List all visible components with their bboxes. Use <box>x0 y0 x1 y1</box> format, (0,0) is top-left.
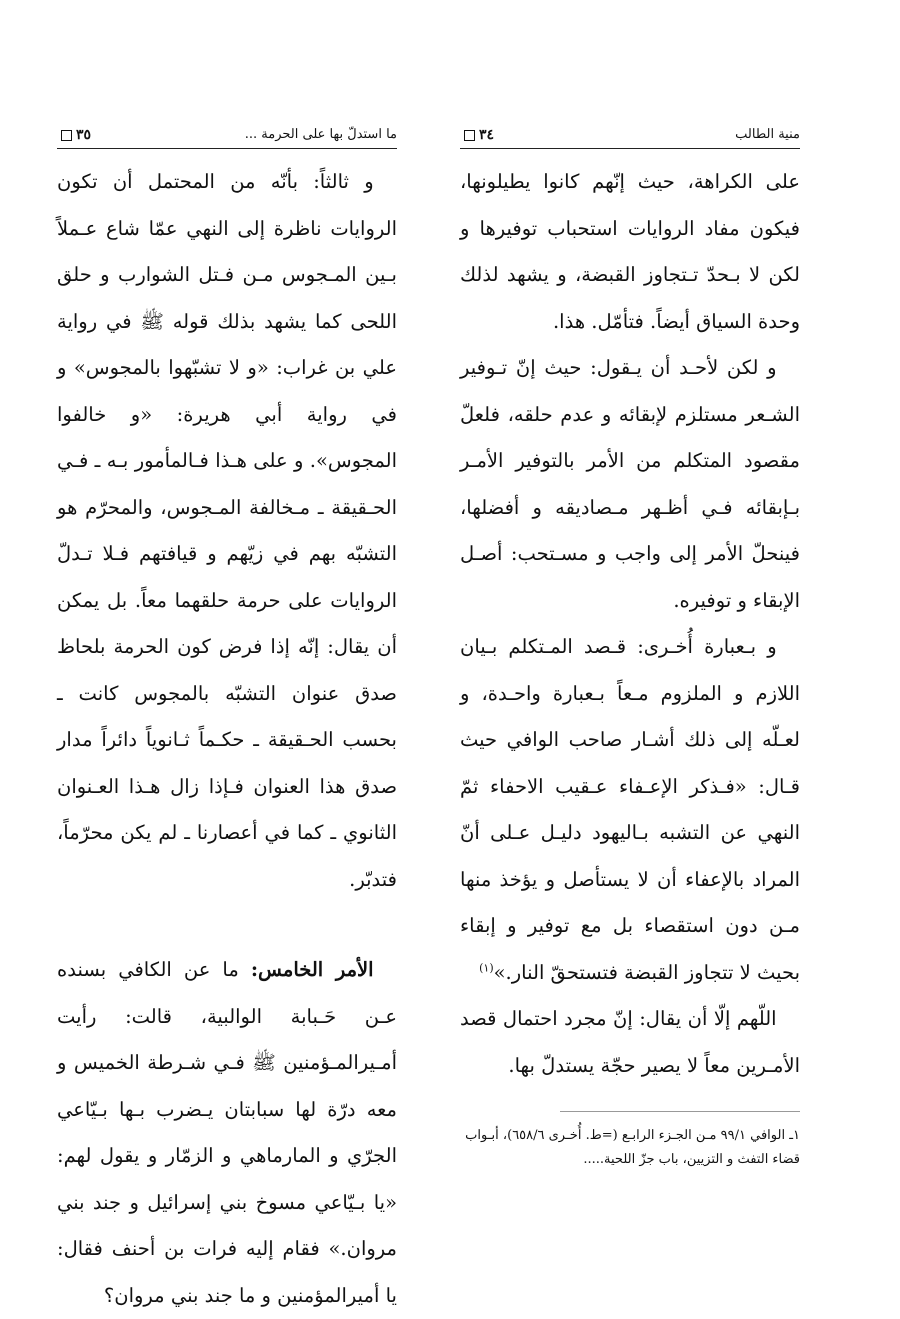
paragraph: اللّهم إلّا أن يقال: إنّ مجرد احتمال قصد الأمـرين معاً لا يصير حجّة يستدلّ بها. <box>460 1007 800 1077</box>
folio-box-icon <box>61 130 72 141</box>
paragraph-section <box>57 947 397 1319</box>
section-text: ما عن الكافي بسنده عـن حَـبابة الوالبية، قالت: رأيت أمـيرالمـؤمنين ﷺ فـي شـرطة الخميس و معه درّة لها سبابتان يـضرب بـها بـيّاعي الجرّي و المارماهي و الزمّار و يقول لهم: «يا بـيّاعي مسوخ بني إسرائيل و جند بني مروان.» فقام إليه فرات بن أحنف فقال: يا أميرالمؤمنين و ما جند بني مروان؟ <box>57 958 397 1307</box>
paragraph: و بـعبارة أُخـرى: قـصد المـتكلم بـيان اللازم و الملزوم مـعاً بـعبارة واحـدة، و لعـلّه إلى ذلك أشـار صاحب الوافي حيث قـال: «فـذكر الإعـفاء عـقيب الاحفاء ثمّ النهي عن التشبه بـاليهود دليـل عـلى أنّ المراد بالإعفاء أن لا يستأصل و يؤخذ منها مـن دون استقصاء بل مع توفير و إبقاء بحيث لا تتجاوز القبضة فتستحقّ النار.»$^{(١)}$ <box>460 635 800 984</box>
page-number: ٣٤ <box>460 122 494 148</box>
page-number: ٣٥ <box>57 122 91 148</box>
footnote-marker[interactable]: (١) <box>479 961 494 974</box>
paragraph: على الكراهة، حيث إنّهم كانوا يطيلونها، فيكون مفاد الروايات استحباب توفيرها و لكن لا بـحدّ تـتجاوز القبضة، و يشهد لذلك وحدة السياق أيضاً. فتأمّل. هذا. <box>460 170 800 333</box>
footnote-divider <box>560 1111 800 1112</box>
running-head-title: منية الطالب <box>735 127 800 142</box>
running-head-left <box>57 122 397 149</box>
running-head-right <box>460 122 800 149</box>
section-heading: الأمر الخامس: <box>250 958 374 981</box>
right-page <box>460 122 800 1172</box>
paragraph: و ثالثاً: بأنّه من المحتمل أن تكون الروايات ناظرة إلى النهي عمّا شاع عـملاً بـين المـجوس مـن فـتل الشوارب و حلق اللحى كما يشهد بذلك قوله ﷺ في رواية علي بن غراب: «و لا تشبّهوا بالمجوس» و في رواية أبي هريرة: «و خالفوا المجوس». و على هـذا فـالمأمور بـه ـ فـي الحـقيقة ـ مـخالفة المـجوس، والمحرّم هو التشبّه بهم في زيّهم و قيافتهم فـلا تـدلّ الروايات على حرمة حلقهما معاً. بل يمكن أن يقال: إنّه إذا فرض كون الحرمة بلحاظ صدق عنوان التشبّه بالمجوس كانت ـ بحسب الحـقيقة ـ حكـماً ثـانوياً دائراً مدار صدق هذا العنوان فـإذا زال هـذا العـنوان الثانوي ـ كما في أعصارنا ـ لم يكن محرّماً، فتدبّر. <box>57 170 397 891</box>
left-page <box>57 122 397 1319</box>
section-spacer <box>57 903 397 947</box>
running-head-title: ما استدلّ بها على الحرمة ... <box>244 127 397 142</box>
folio-box-icon <box>464 130 475 141</box>
body-text-right <box>460 159 800 1089</box>
body-text-left <box>57 159 397 1319</box>
paragraph: و لكن لأحـد أن يـقول: حيث إنّ تـوفير الشـعر مستلزم لإبقائه و عدم حلقه، فلعلّ مقصود المتكلم من الأمر بالتوفير الأمـر بـإبقائه فـي أظـهر مـصاديقه و أفضلها، فينحلّ الأمر إلى واجب و مسـتحب: أصـل الإبقاء و توفيره. <box>460 356 800 612</box>
footnote: ١ـ الوافي ٩٩/١ مـن الجـزء الرابـع (=ط. أُخـرى ٦٥٨/٦)، أبـواب قضاء التفث و التزيين، باب جزّ اللحية..... <box>465 1128 800 1167</box>
